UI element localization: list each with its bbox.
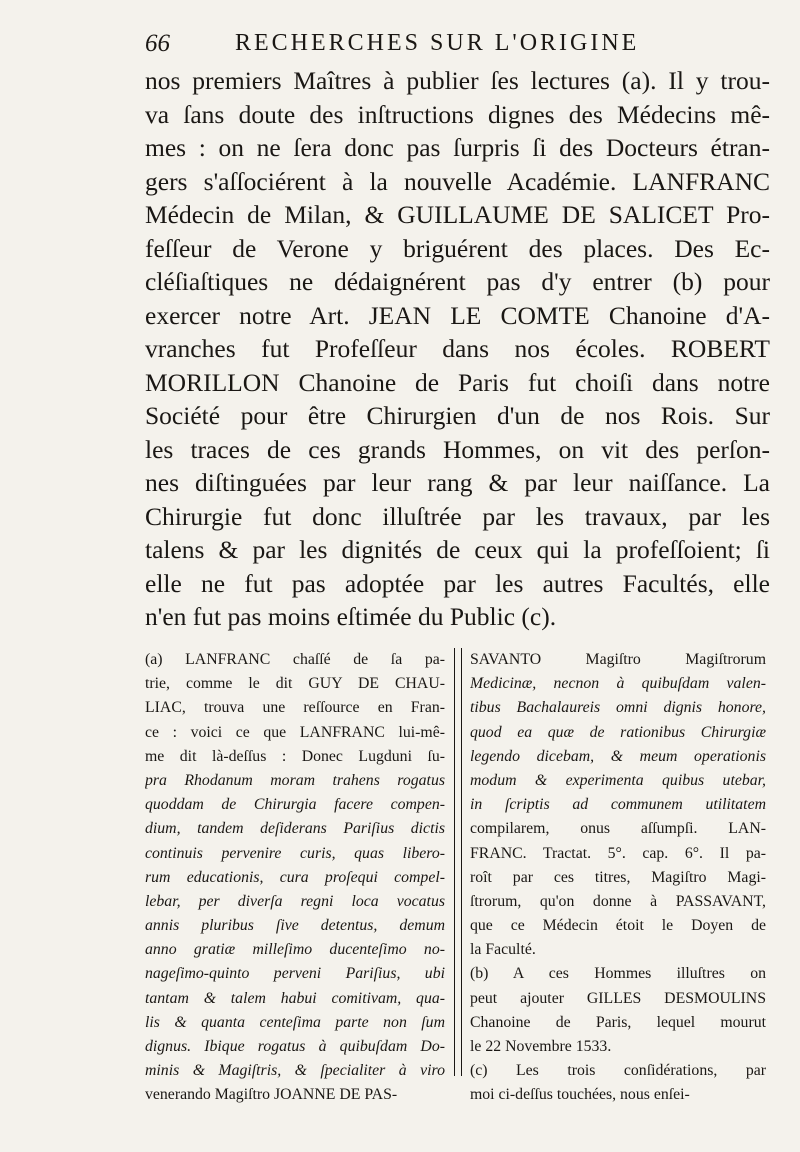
footnote-line: LIAC, trouva une reſſource en Fran- <box>145 699 445 717</box>
footnotes-left-column <box>145 648 445 1108</box>
footnote-line: SAVANTO Magiſtro Magiſtrorum <box>470 651 766 668</box>
footnote-line: ſtrorum, qu'on donne à PASSAVANT, <box>470 892 766 910</box>
footnote-line: quoddam de Chirurgia facere compen- <box>145 796 445 814</box>
text-line: feſſeur de Verone y briguérent des places. Des Ec- <box>145 233 770 263</box>
footnote-line: dium, tandem deſiderans Pariſius dictis <box>145 820 445 838</box>
text-line: MORILLON Chanoine de Paris fut choiſi dans notre <box>145 367 770 397</box>
footnote-line: Medicinæ, necnon à quibuſdam valen- <box>470 675 766 693</box>
page-header <box>145 28 765 64</box>
text-line: les traces de ces grands Hommes, on vit des perſon- <box>145 434 770 464</box>
footnote-line: Chanoine de Paris, lequel mourut <box>470 1013 766 1031</box>
footnote-line: me dit là-deſſus : Donec Lugduni ſu- <box>145 747 445 765</box>
footnote-line: continuis pervenire curis, quas libero- <box>145 844 445 862</box>
footnote-line: lis & quanta centeſima parte non ſum <box>145 1013 445 1031</box>
text-line: Chirurgie fut donc illuſtrée par les travaux, par les <box>145 501 770 531</box>
footnote-line: que ce Médecin étoit le Doyen de <box>470 917 766 935</box>
footnote-line: minis & Magiſtris, & ſpecialiter à viro <box>145 1062 445 1080</box>
footnote-line: pra Rhodanum moram trahens rogatus <box>145 771 445 789</box>
footnote-line: (c) Les trois conſidérations, par <box>470 1062 766 1080</box>
column-divider <box>454 648 462 1076</box>
footnote-line: FRANC. Tractat. 5°. cap. 6°. Il pa- <box>470 844 766 862</box>
footnote-line: annis pluribus ſive detentus, demum <box>145 917 445 935</box>
text-line: mes : on ne ſera donc pas ſurpris ſi des Docteurs étran- <box>145 133 770 162</box>
footnote-line: tibus Bachalaureis omni dignis honore, <box>470 699 766 717</box>
footnote-line: ce : voici ce que LANFRANC lui-mê- <box>145 723 445 741</box>
footnote-line: compilarem, onus aſſumpſi. LAN- <box>470 820 766 838</box>
text-line: exercer notre Art. JEAN LE COMTE Chanoine d'A- <box>145 300 770 330</box>
footnote-line: peut ajouter GILLES DESMOULINS <box>470 989 766 1007</box>
text-line: nos premiers Maîtres à publier ſes lectures (a). Il y trou- <box>145 66 770 95</box>
page-number: 66 <box>145 30 170 57</box>
footnote-line: la Faculté. <box>470 941 536 959</box>
footnote-line: lebar, per diverſa regni loca vocatus <box>145 892 445 910</box>
text-line: Médecin de Milan, & GUILLAUME DE SALICET Pro- <box>145 200 770 229</box>
footnote-line: moi ci-deſſus touchées, nous enſei- <box>470 1086 690 1104</box>
running-title: RECHERCHES SUR L'ORIGINE <box>235 30 640 56</box>
text-line: nes diſtinguées par leur rang & par leur naiſſance. La <box>145 468 770 497</box>
footnote-line: nageſimo-quinto perveni Pariſius, ubi <box>145 965 445 983</box>
footnote-line: roît par ces titres, Magiſtro Magi- <box>470 868 766 886</box>
footnote-line: anno gratiæ milleſimo ducenteſimo no- <box>145 941 445 959</box>
footnote-line: dignus. Ibique rogatus à quibuſdam Do- <box>145 1038 445 1055</box>
footnote-line: (a) LANFRANC chaſſé de ſa pa- <box>145 651 445 668</box>
text-line: Société pour être Chirurgien d'un de nos Rois. Sur <box>145 401 770 430</box>
footnote-line: quod ea quæ de rationibus Chirurgiæ <box>470 723 766 741</box>
text-line: vranches fut Profeſſeur dans nos écoles. ROBERT <box>145 334 770 363</box>
footnote-line: venerando Magiſtro JOANNE DE PAS- <box>145 1086 398 1104</box>
footnote-line: in ſcriptis ad communem utilitatem <box>470 796 766 814</box>
text-line: talens & par les dignités de ceux qui la profeſſoient; ſi <box>145 535 770 564</box>
footnote-line: tantam & talem habui comitivam, qua- <box>145 989 445 1007</box>
main-text <box>145 64 770 634</box>
text-line: gers s'aſſociérent à la nouvelle Académie. LANFRANC <box>145 166 770 196</box>
text-line: elle ne fut pas adoptée par les autres Facultés, elle <box>145 568 770 598</box>
footnote-line: trie, comme le dit GUY DE CHAU- <box>145 675 445 693</box>
footnote-line: modum & experimenta quibus utebar, <box>470 771 766 789</box>
footnote-line: le 22 Novembre 1533. <box>470 1038 612 1055</box>
text-line: cléſiaſtiques ne dédaignérent pas d'y entrer (b) pour <box>145 267 770 296</box>
footnote-line: legendo dicebam, & meum operationis <box>470 747 766 765</box>
footnotes-right-column <box>470 648 766 1108</box>
text-line: n'en fut pas moins eſtimée du Public (c). <box>145 602 557 631</box>
footnote-line: (b) A ces Hommes illuſtres on <box>470 965 766 983</box>
footnote-line: rum educationis, cura proſequi compel- <box>145 868 445 886</box>
text-line: va ſans doute des inſtructions dignes des Médecins mê- <box>145 99 770 129</box>
